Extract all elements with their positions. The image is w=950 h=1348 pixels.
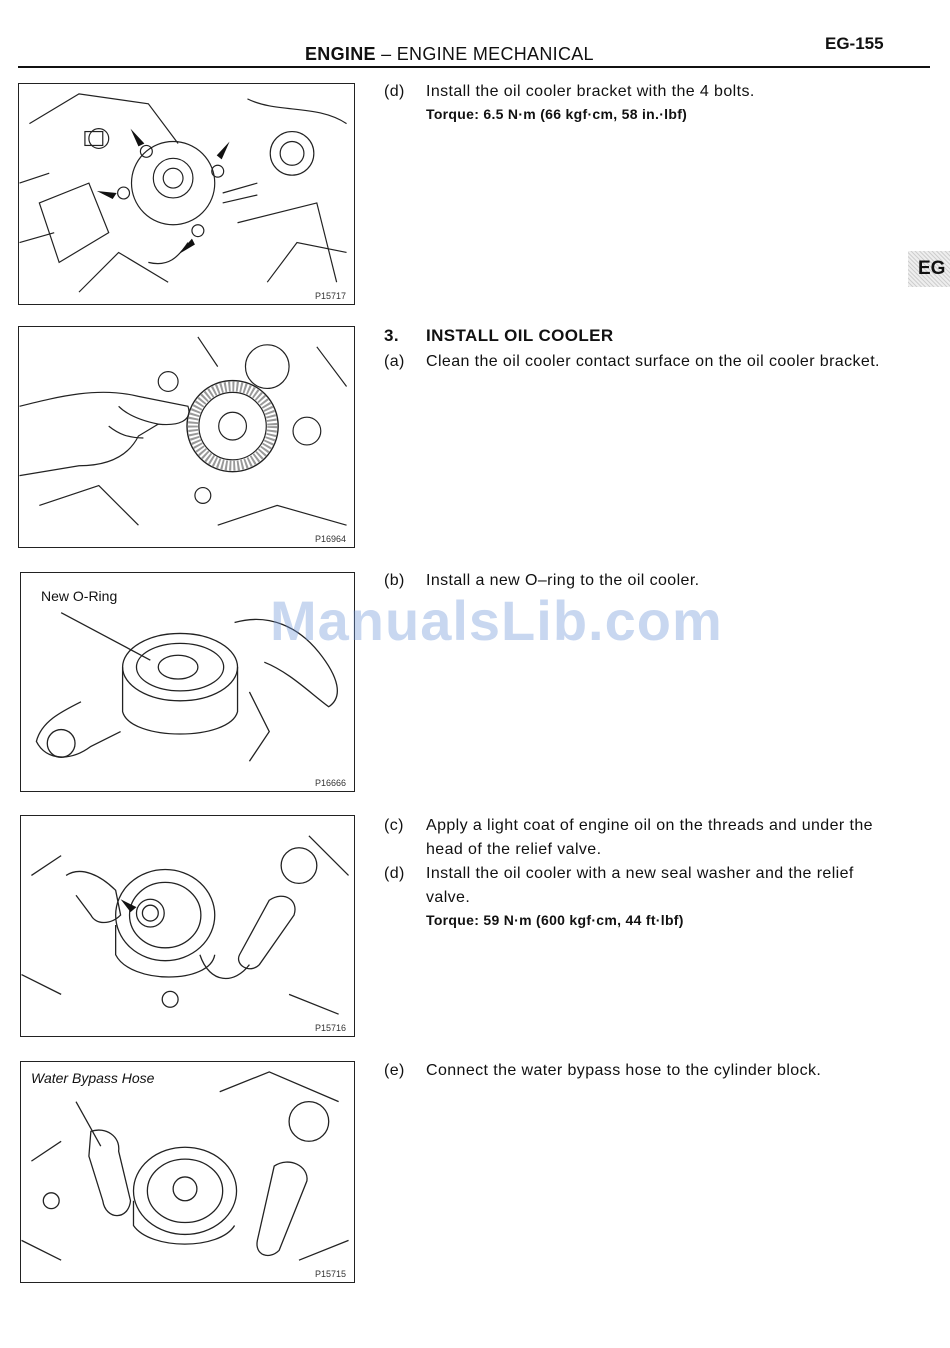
- step-text: Clean the oil cooler contact surface on the oil cooler bracket.: [426, 353, 880, 370]
- step-label: (d): [384, 83, 405, 100]
- step-label: (d): [384, 865, 405, 882]
- page-number: EG-155: [825, 34, 884, 53]
- section-title: INSTALL OIL COOLER: [426, 326, 614, 345]
- figure-code: P15717: [314, 291, 346, 301]
- step-label: (c): [384, 817, 404, 834]
- torque-spec-bracket: Torque: 6.5 N·m (66 kgf·cm, 58 in.·lbf): [426, 106, 688, 122]
- step-label: (b): [384, 572, 405, 589]
- oil-cooler-installed-illustration: [21, 816, 354, 1036]
- step-text: Install a new O–ring to the oil cooler.: [426, 572, 700, 589]
- engine-bracket-illustration: [19, 84, 354, 304]
- figure-code: P16964: [314, 534, 346, 544]
- callout-water-bypass-hose: Water Bypass Hose: [31, 1070, 155, 1086]
- section-number: 3.: [384, 326, 399, 345]
- step-text: Connect the water bypass hose to the cylinder block.: [426, 1062, 822, 1079]
- header-divider: [18, 66, 930, 68]
- figure-code: P15716: [314, 1023, 346, 1033]
- header-title-rest: – ENGINE MECHANICAL: [375, 44, 594, 64]
- section-heading: [384, 326, 614, 346]
- header-title-bold: ENGINE: [305, 44, 376, 64]
- step-label: (e): [384, 1062, 405, 1079]
- figure-water-bypass-hose: [20, 1061, 355, 1283]
- step-text: Install the oil cooler bracket with the 4 bolts.: [426, 83, 755, 100]
- figure-install-cooler: [20, 815, 355, 1037]
- figure-bracket-bolts: [18, 83, 355, 305]
- water-bypass-hose-illustration: [21, 1062, 354, 1282]
- figure-code: P15715: [314, 1269, 346, 1279]
- step-text: Install the oil cooler with a new seal washer and the relief valve.: [426, 865, 854, 906]
- watermark: ManualsLib.com: [270, 589, 723, 652]
- page-header-title: [305, 44, 594, 65]
- section-side-tab: EG: [908, 251, 950, 287]
- hand-cleaning-illustration: [19, 327, 354, 547]
- callout-new-oring: New O-Ring: [41, 588, 118, 604]
- torque-spec-cooler: Torque: 59 N·m (600 kgf·cm, 44 ft·lbf): [426, 912, 684, 928]
- step-text: Apply a light coat of engine oil on the threads and under the head of the relief valve.: [426, 817, 873, 858]
- figure-code: P16666: [314, 778, 346, 788]
- step-label: (a): [384, 353, 405, 370]
- figure-clean-surface: [18, 326, 355, 548]
